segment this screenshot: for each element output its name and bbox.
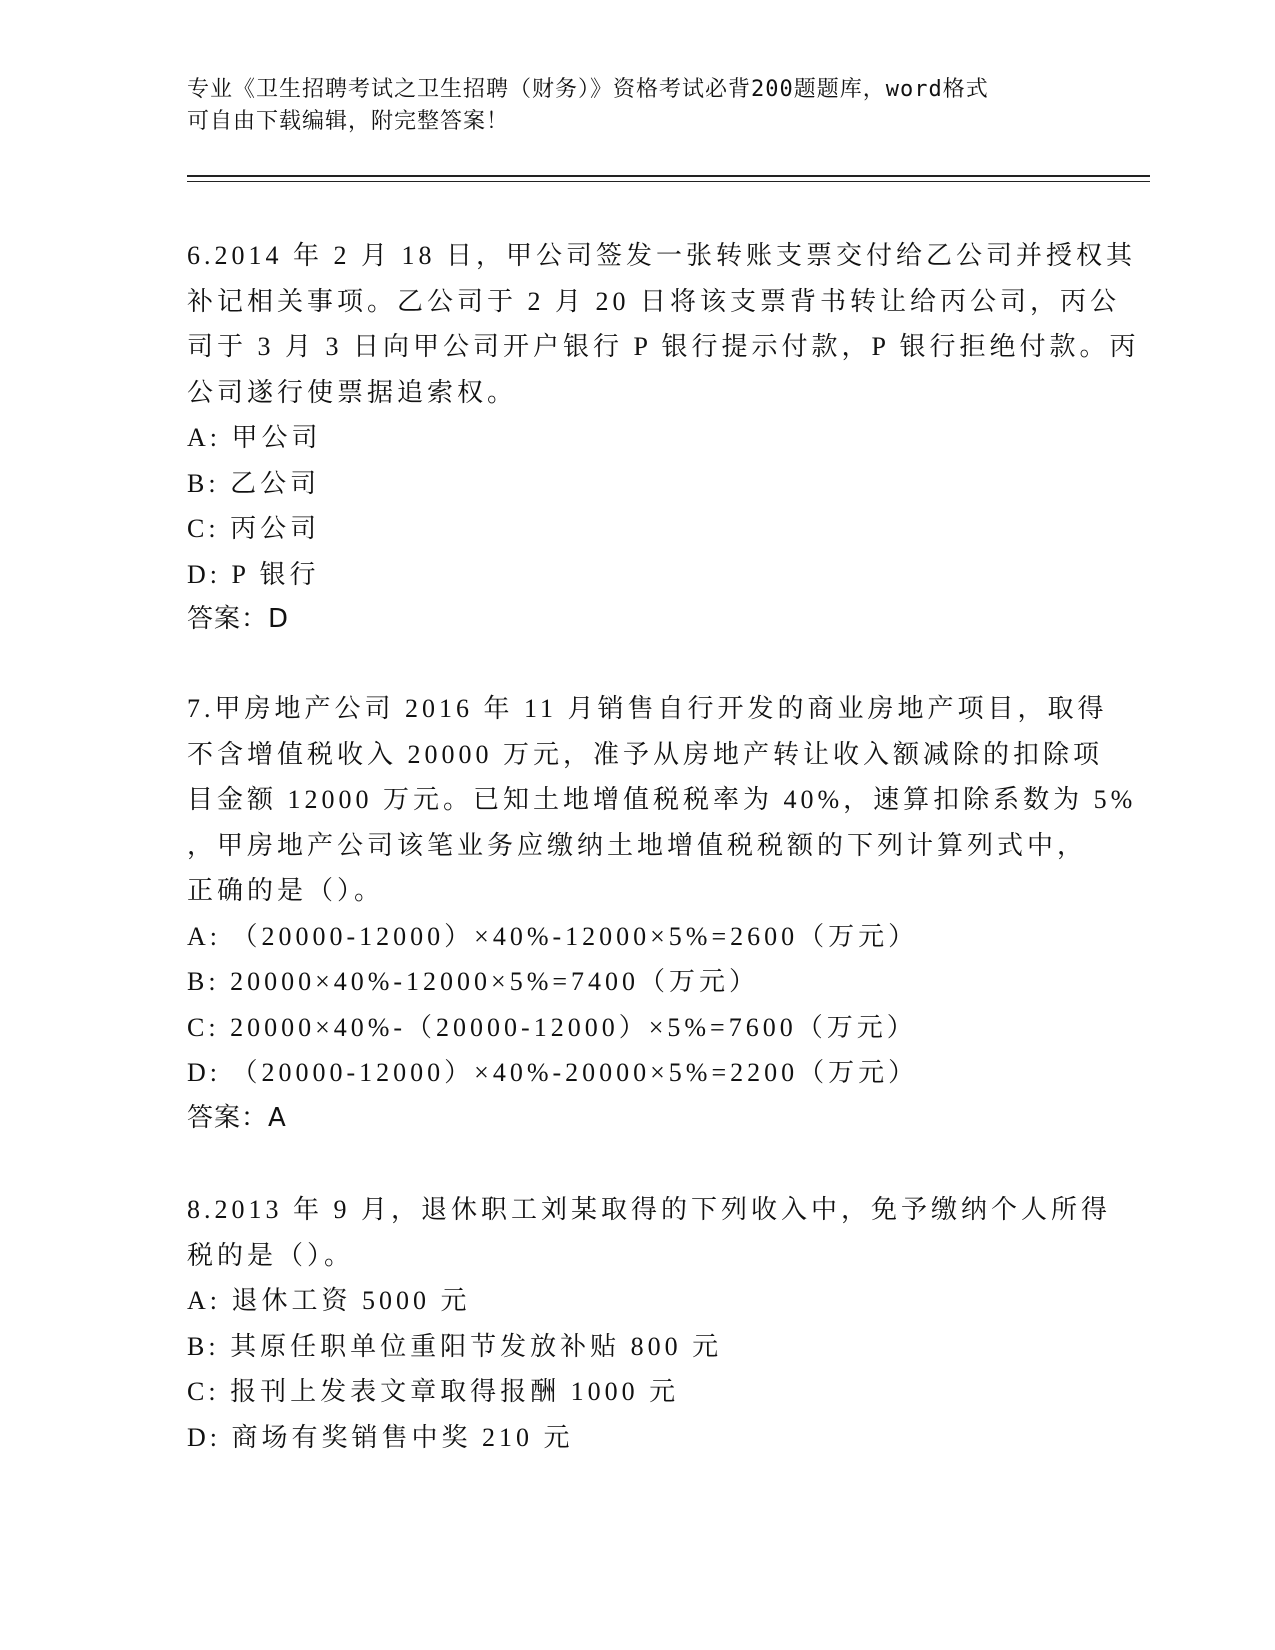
option-a: A: 甲公司 — [187, 423, 322, 452]
document-header — [187, 74, 1087, 138]
question-8 — [187, 1187, 1112, 1460]
question-stem-line: 7.甲房地产公司 2016 年 11 月销售自行开发的商业房地产项目，取得 — [187, 694, 1108, 723]
option-c: C: 报刊上发表文章取得报酬 1000 元 — [187, 1377, 680, 1406]
header-divider-thick — [187, 175, 1150, 177]
question-stem-line: 目金额 12000 万元。已知土地增值税税率为 40%，速算扣除系数为 5% — [187, 785, 1137, 814]
option-b: B: 其原任职单位重阳节发放补贴 800 元 — [187, 1331, 723, 1361]
header-title-line: 专业《卫生招聘考试之卫生招聘（财务）》资格考试必背200题题库，word格式 — [187, 77, 989, 102]
question-stem-line: 税的是（）。 — [187, 1240, 355, 1270]
option-b: B: 20000×40%-12000×5%=7400（万元） — [187, 967, 760, 996]
option-a: A: 退休工资 5000 元 — [187, 1286, 471, 1315]
option-b: B: 乙公司 — [187, 468, 321, 498]
option-d: D: （20000-12000）×40%-20000×5%=2200（万元） — [187, 1058, 919, 1087]
question-7 — [187, 686, 1137, 1141]
header-divider-thin — [187, 181, 1150, 182]
question-stem-line: 正确的是（）。 — [187, 876, 385, 905]
question-stem-line: 公司遂行使票据追索权。 — [187, 377, 518, 407]
option-a: A: （20000-12000）×40%-12000×5%=2600（万元） — [187, 921, 919, 951]
option-c: C: 20000×40%-（20000-12000）×5%=7600（万元） — [187, 1012, 917, 1042]
question-6 — [187, 233, 1140, 643]
question-stem-line: 6.2014 年 2 月 18 日，甲公司签发一张转账支票交付给乙公司并授权其 — [187, 241, 1137, 270]
option-c: C: 丙公司 — [187, 514, 321, 543]
answer-line: 答案：A — [187, 1102, 287, 1133]
question-stem-line: 司于 3 月 3 日向甲公司开户银行 P 银行提示付款，P 银行拒绝付款。丙 — [187, 332, 1140, 361]
question-stem-line: 补记相关事项。乙公司于 2 月 20 日将该支票背书转让给丙公司，丙公 — [187, 286, 1121, 316]
question-stem-line: 8.2013 年 9 月，退休职工刘某取得的下列收入中，免予缴纳个人所得 — [187, 1195, 1112, 1224]
question-stem-line: ，甲房地产公司该笔业务应缴纳土地增值税税额的下列计算列式中， — [187, 830, 1088, 860]
question-stem-line: 不含增值税收入 20000 万元，准予从房地产转让收入额减除的扣除项 — [187, 739, 1104, 769]
option-d: D: P 银行 — [187, 559, 320, 589]
option-d: D: 商场有奖销售中奖 210 元 — [187, 1422, 574, 1452]
header-subtitle-line: 可自由下载编辑，附完整答案！ — [187, 109, 510, 134]
answer-line: 答案：D — [187, 604, 290, 634]
